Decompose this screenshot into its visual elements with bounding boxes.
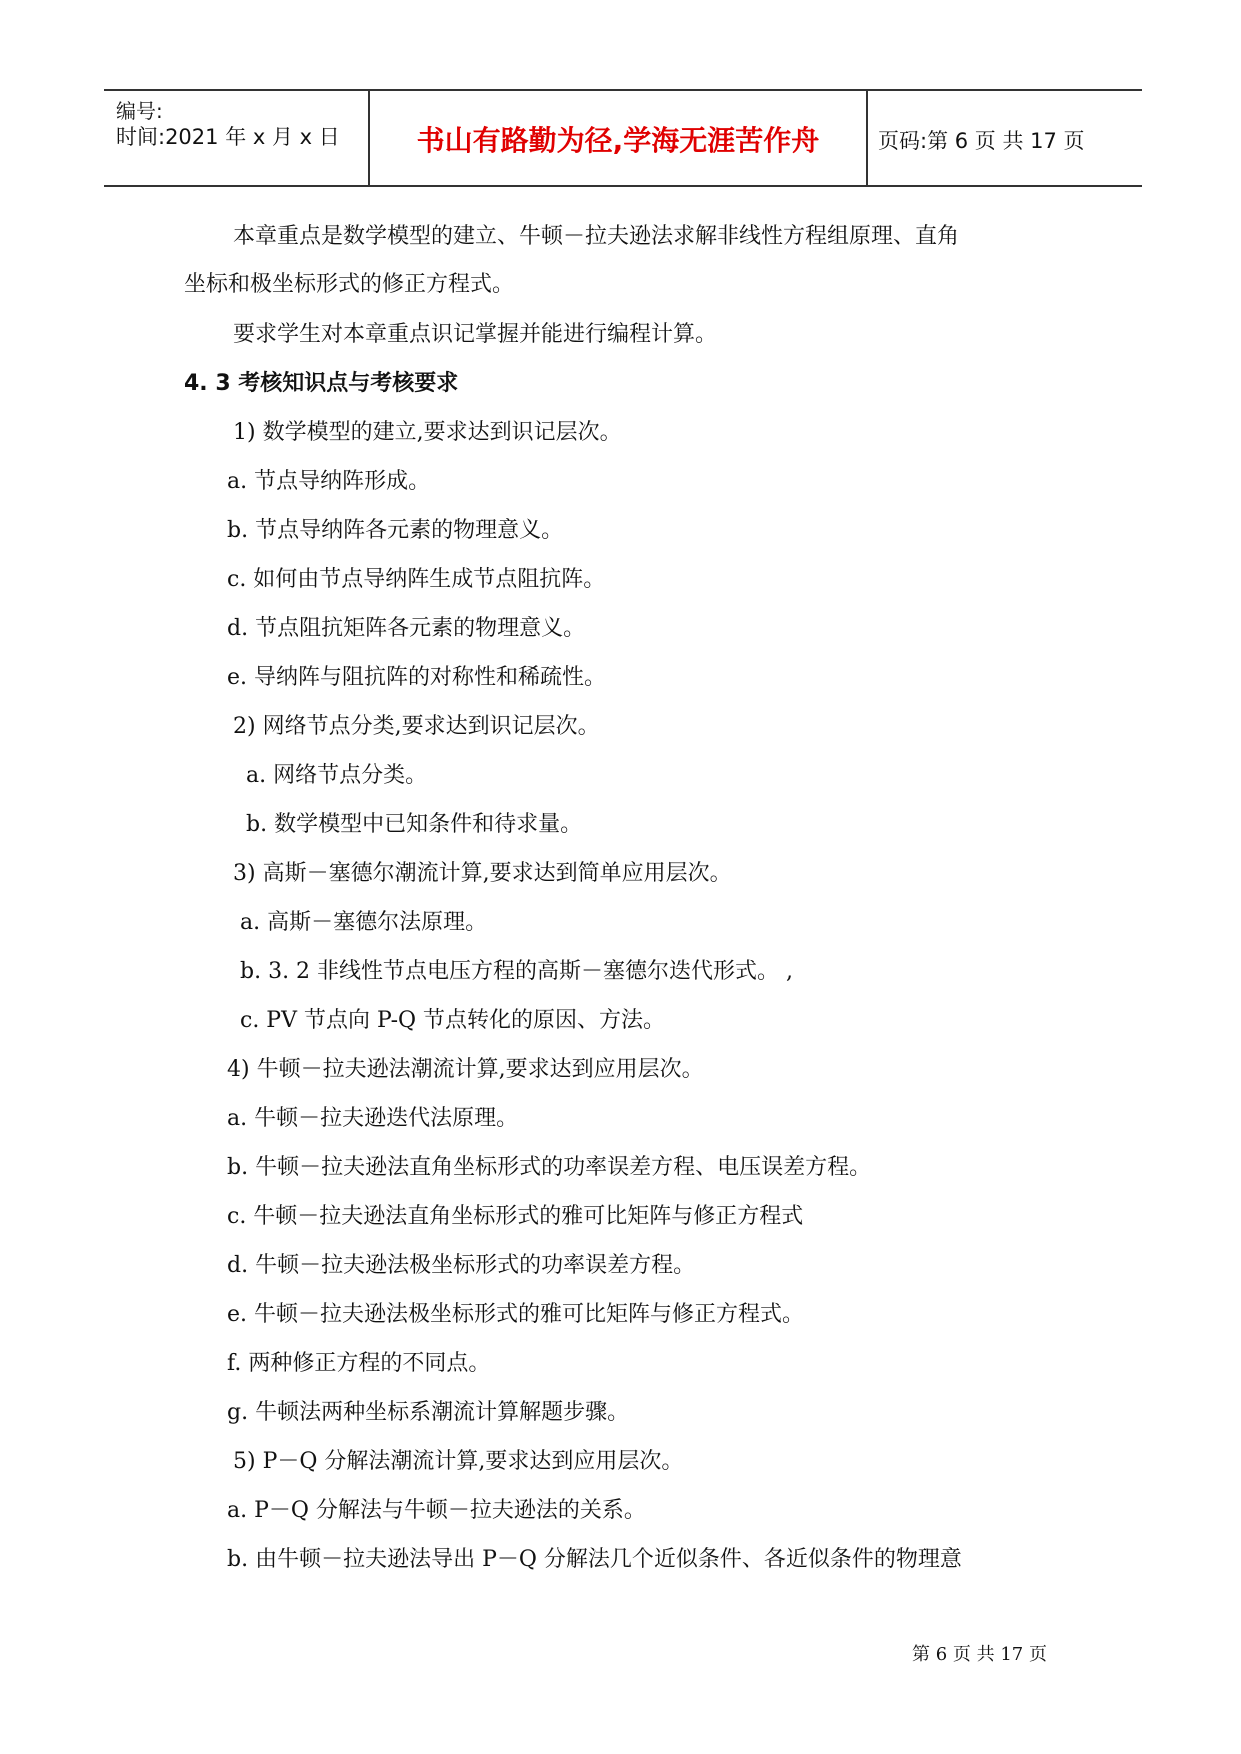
list-item: a. 节点导纳阵形成。: [227, 469, 431, 494]
header-page-code: 页码:第 6 页 共 17 页: [878, 129, 1085, 153]
list-item: a. 高斯－塞德尔法原理。: [240, 910, 488, 935]
list-item: d. 牛顿－拉夫逊法极坐标形式的功率误差方程。: [227, 1253, 696, 1278]
list-item: 1) 数学模型的建立,要求达到识记层次。: [233, 420, 622, 445]
list-item: e. 导纳阵与阻抗阵的对称性和稀疏性。: [227, 665, 607, 690]
list-item: c. PV 节点向 P-Q 节点转化的原因、方法。: [240, 1008, 666, 1033]
list-item: b. 数学模型中已知条件和待求量。: [246, 812, 583, 837]
list-item: f. 两种修正方程的不同点。: [227, 1351, 491, 1376]
serial-number-label: 编号:: [116, 99, 163, 123]
list-item: b. 节点导纳阵各元素的物理意义。: [227, 518, 564, 543]
list-item: 3) 高斯－塞德尔潮流计算,要求达到简单应用层次。: [233, 861, 732, 886]
list-item: a. P－Q 分解法与牛顿－拉夫逊法的关系。: [227, 1498, 646, 1523]
list-item: c. 如何由节点导纳阵生成节点阻抗阵。: [227, 567, 606, 592]
header-right-cell: [866, 91, 1142, 185]
list-item: g. 牛顿法两种坐标系潮流计算解题步骤。: [227, 1400, 630, 1425]
list-item: e. 牛顿－拉夫逊法极坐标形式的雅可比矩阵与修正方程式。: [227, 1302, 805, 1327]
list-item: a. 网络节点分类。: [246, 763, 428, 788]
section-heading: 4. 3 考核知识点与考核要求: [184, 371, 459, 396]
list-item: d. 节点阻抗矩阵各元素的物理意义。: [227, 616, 586, 641]
list-item: b. 由牛顿－拉夫逊法导出 P－Q 分解法几个近似条件、各近似条件的物理意: [227, 1547, 962, 1572]
header-left-cell: [104, 91, 368, 185]
list-item: c. 牛顿－拉夫逊法直角坐标形式的雅可比矩阵与修正方程式: [227, 1204, 804, 1229]
list-item: 4) 牛顿－拉夫逊法潮流计算,要求达到应用层次。: [227, 1057, 704, 1082]
list-item: a. 牛顿－拉夫逊迭代法原理。: [227, 1106, 519, 1131]
list-item: 2) 网络节点分类,要求达到识记层次。: [233, 714, 600, 739]
page-footer: 第 6 页 共 17 页: [912, 1644, 1047, 1665]
page-header: [104, 89, 1142, 187]
header-motto: 书山有路勤为径,学海无涯苦作舟: [416, 124, 820, 157]
list-item: 5) P－Q 分解法潮流计算,要求达到应用层次。: [233, 1449, 684, 1474]
paragraph-line: 坐标和极坐标形式的修正方程式。: [184, 272, 515, 297]
list-item: b. 牛顿－拉夫逊法直角坐标形式的功率误差方程、电压误差方程。: [227, 1155, 872, 1180]
header-middle-cell: [368, 91, 868, 185]
date-label: 时间:2021 年 x 月 x 日: [116, 125, 340, 149]
paragraph: 要求学生对本章重点识记掌握并能进行编程计算。: [233, 322, 718, 347]
list-item: b. 3. 2 非线性节点电压方程的高斯－塞德尔迭代形式。 ,: [240, 959, 794, 984]
paragraph-line: 本章重点是数学模型的建立、牛顿－拉夫逊法求解非线性方程组原理、直角: [233, 224, 960, 249]
